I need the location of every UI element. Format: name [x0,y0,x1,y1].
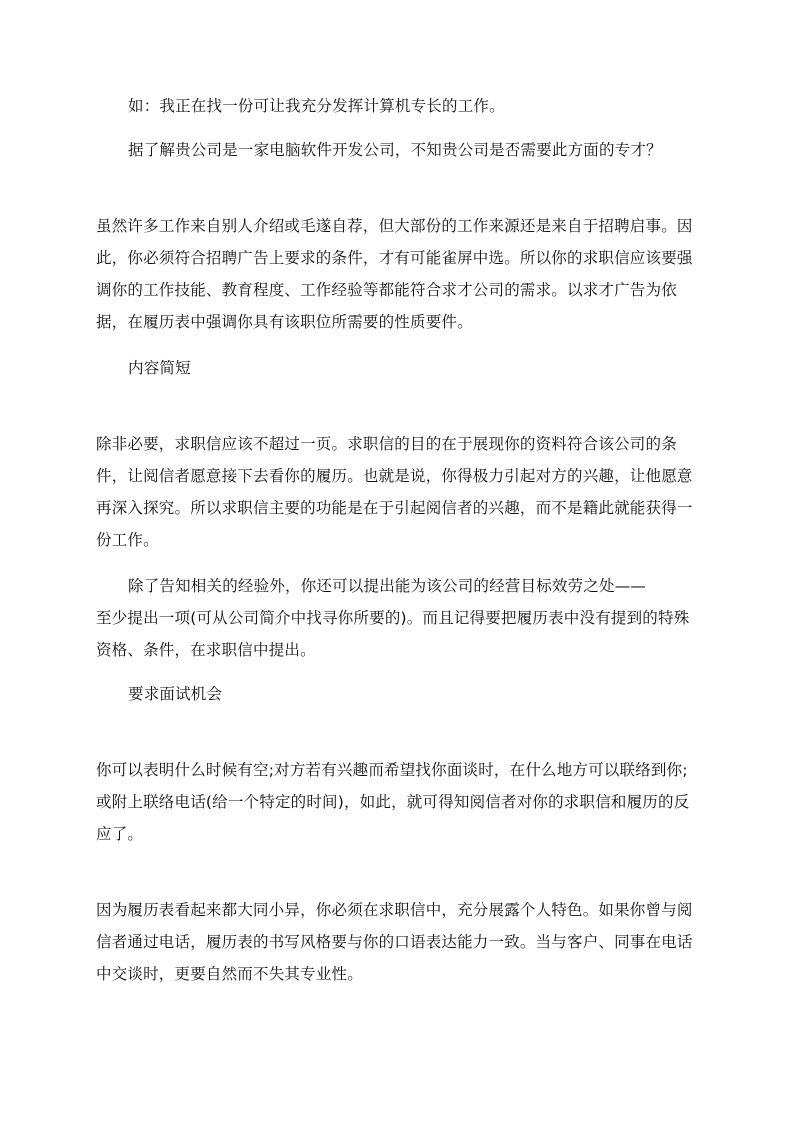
qualifications-paragraph: 至少提出一项(可从公司简介中找寻你所要的)。而且记得要把履历表中没有提到的特殊资格、条件，在求职信中提出。 [96,609,690,659]
example-line: 如：我正在找一份可让我充分发挥计算机专长的工作。 [128,97,505,115]
availability-paragraph: 你可以表明什么时候有空;对方若有兴趣而希望找你面谈时，在什么地方可以联络到你;或附上联络电话(给一个特定的时间)，如此，就可得知阅信者对你的求职信和履历的反应了。 [96,761,690,843]
personal-style-paragraph: 因为履历表看起来都大同小异，你必须在求职信中，充分展露个人特色。如果你曾与阅信者通过电话，履历表的书写风格要与你的口语表达能力一致。当与客户、同事在电话中交谈时，更要自然而不失其专业性。 [96,901,693,983]
company-question-line: 据了解贵公司是一家电脑软件开发公司，不知贵公司是否需要此方面的专才？ [128,141,662,159]
job-source-paragraph: 虽然许多工作来自别人介绍或毛遂自荐，但大部份的工作来源还是来自于招聘启事。因此，你必须符合招聘广告上要求的条件，才有可能雀屏中选。所以你的求职信应该要强调你的工作技能、教育程度、工作经验等都能符合求才公司的需求。以求才广告为依据，在履历表中强调你具有该职位所需要的性质要件。 [96,217,693,331]
brief-content-paragraph: 除非必要，求职信应该不超过一页。求职信的目的在于展现你的资料符合该公司的条件，让阅信者愿意接下去看你的履历。也就是说，你得极力引起对方的兴趣，让他愿意再深入探究。所以求职信主要的功能是在于引起阅信者的兴趣，而不是籍此就能获得一份工作。 [96,435,693,549]
section-heading-interview: 要求面试机会 [128,685,223,703]
experience-line: 除了告知相关的经验外，你还可以提出能为该公司的经营目标效劳之处—— [128,577,647,595]
section-heading-brief: 内容简短 [128,359,191,377]
